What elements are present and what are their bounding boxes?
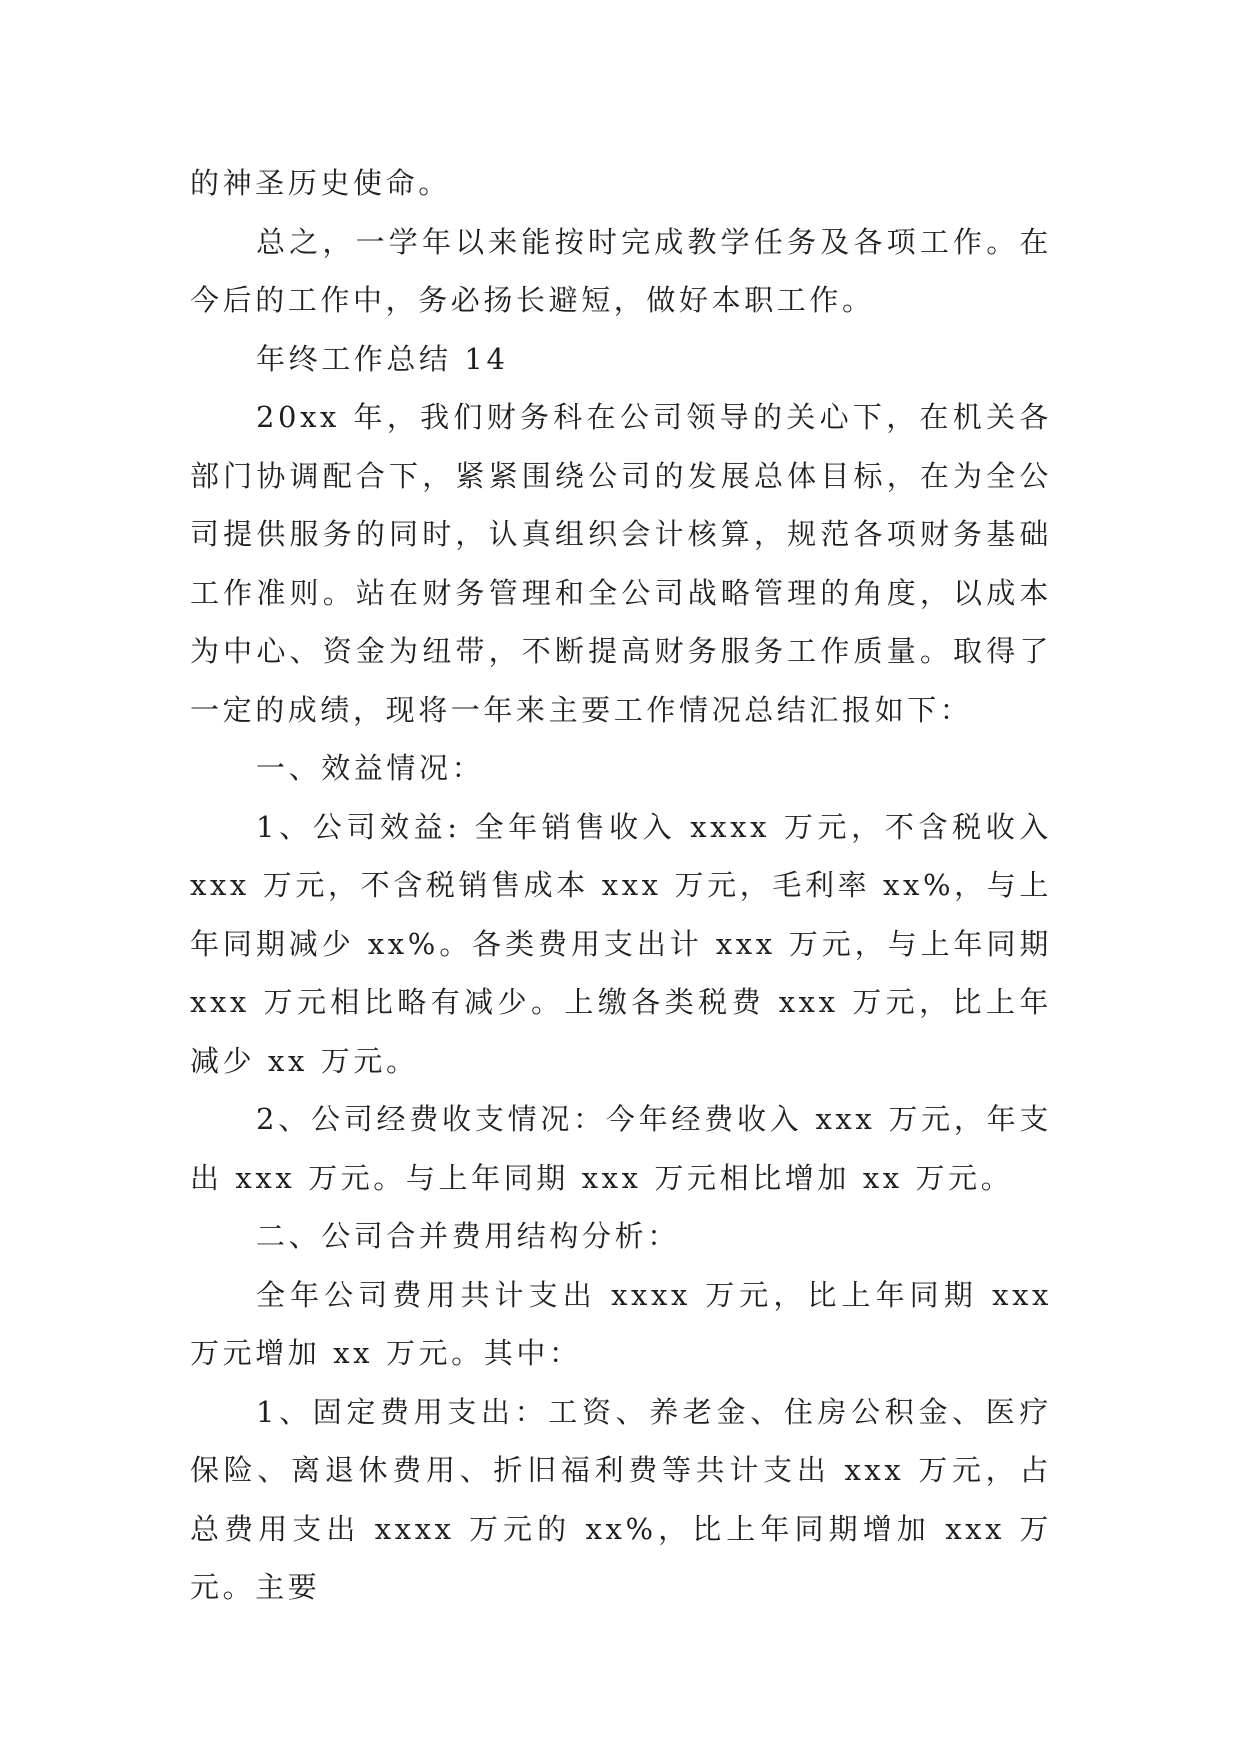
paragraph: 总之，一学年以来能按时完成教学任务及各项工作。在今后的工作中，务必扬长避短，做好本职工作。 bbox=[190, 224, 1052, 317]
paragraph: 20xx 年，我们财务科在公司领导的关心下，在机关各部门协调配合下，紧紧围绕公司的发展总体目标，在为全公司提供服务的同时，认真组织会计核算，规范各项财务基础工作准则。站在财务管理和全公司战略管理的角度，以成本为中心、资金为纽带，不断提高财务服务工作质量。取得了一定的成绩，现将一年来主要工作情况总结汇报如下： bbox=[190, 400, 1052, 727]
paragraph: 全年公司费用共计支出 xxxx 万元，比上年同期 xxx 万元增加 xx 万元。其中： bbox=[190, 1277, 1052, 1370]
section-heading: 一、效益情况： bbox=[256, 751, 485, 785]
section-heading: 二、公司合并费用结构分析： bbox=[256, 1219, 680, 1253]
paragraph: 1、公司效益: 全年销售收入 xxxx 万元，不含税收入 xxx 万元，不含税销售成本 xxx 万元，毛利率 xx%，与上年同期减少 xx%。各类费用支出计 xxx 万元，与上年同期 xxx 万元相比略有减少。上缴各类税费 xxx 万元，比上年减少 xx 万元。 bbox=[190, 809, 1052, 1078]
paragraph: 的神圣历史使命。 bbox=[190, 166, 451, 200]
document-body bbox=[190, 154, 1052, 1617]
paragraph: 2、公司经费收支情况：今年经费收入 xxx 万元，年支出 xxx 万元。与上年同期 xxx 万元相比增加 xx 万元。 bbox=[190, 1102, 1052, 1195]
paragraph: 1、固定费用支出：工资、养老金、住房公积金、医疗保险、离退休费用、折旧福利费等共计支出 xxx 万元，占总费用支出 xxxx 万元的 xx%，比上年同期增加 xxx 万元。主要 bbox=[190, 1394, 1052, 1604]
section-heading: 年终工作总结 14 bbox=[256, 341, 509, 376]
